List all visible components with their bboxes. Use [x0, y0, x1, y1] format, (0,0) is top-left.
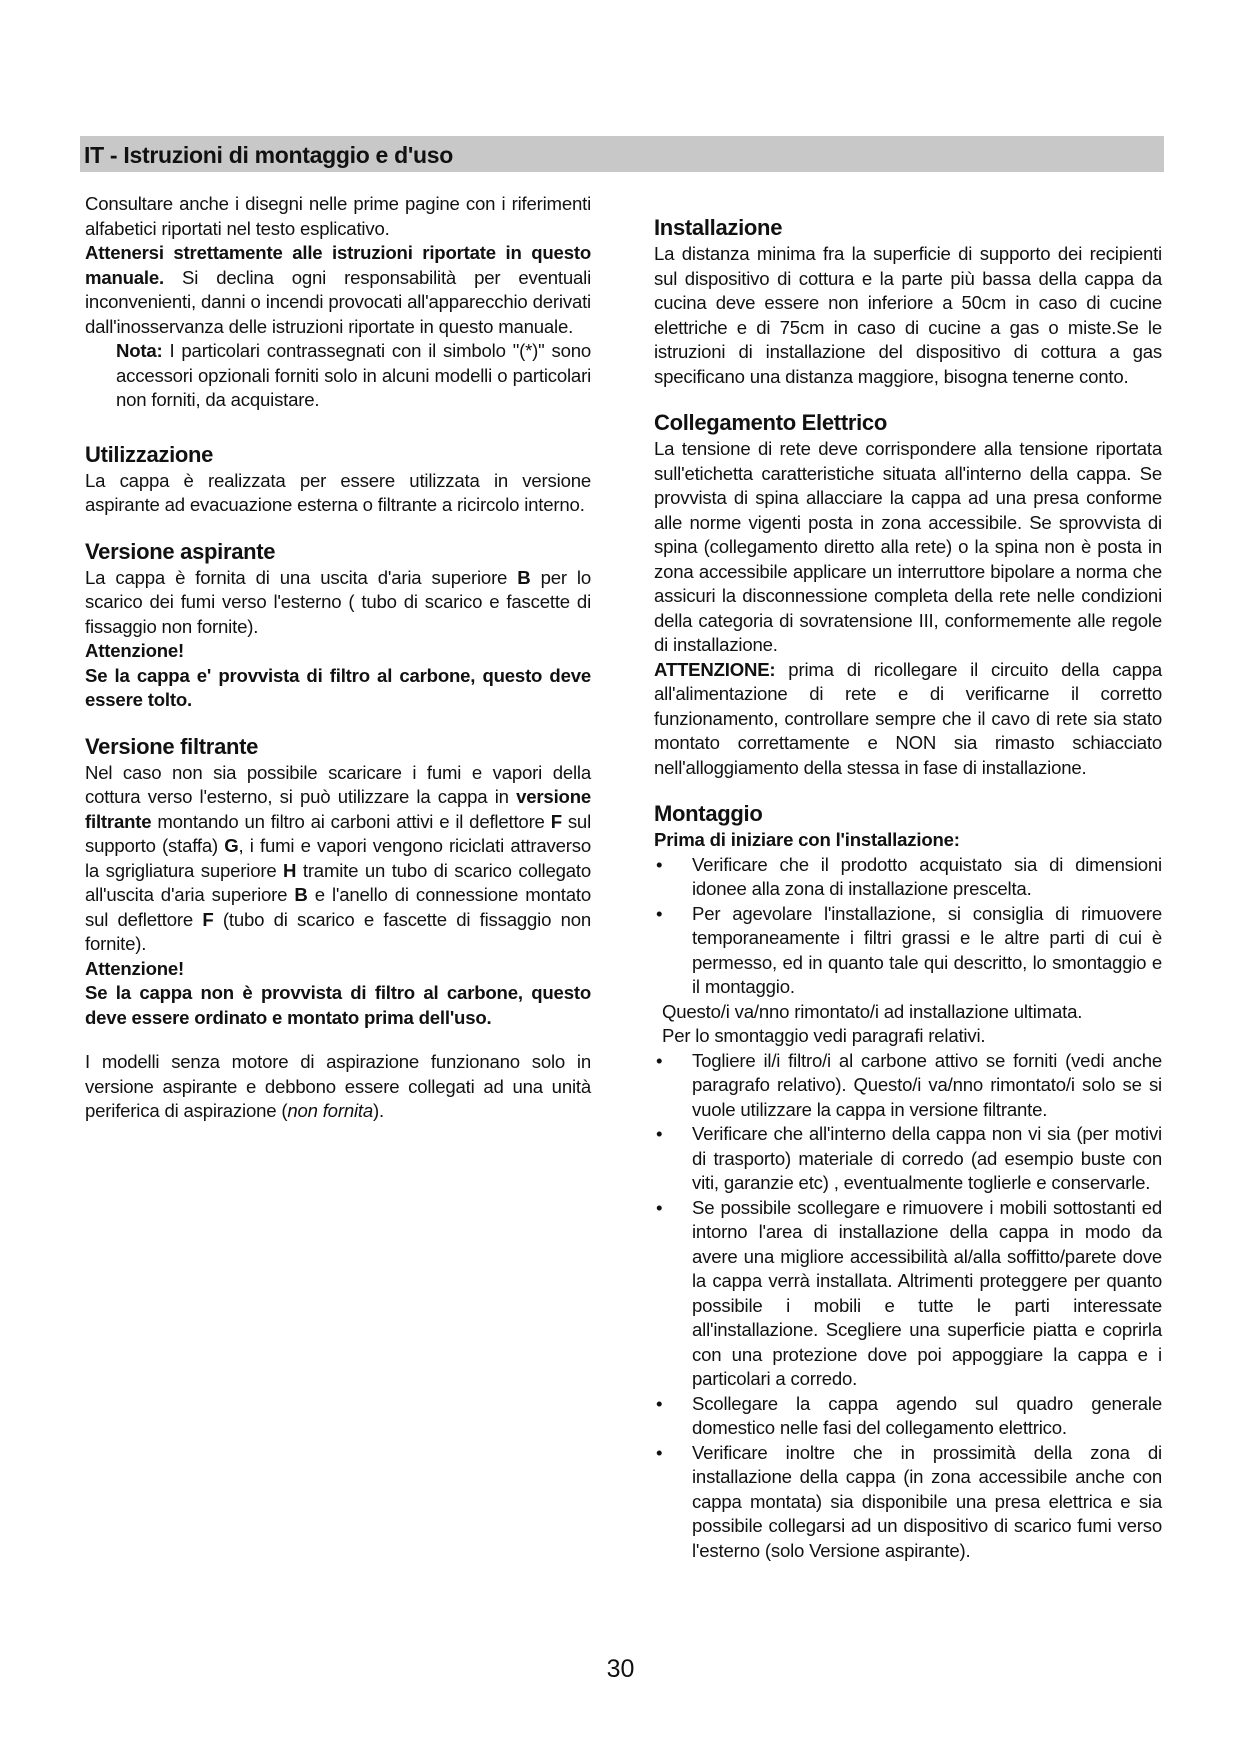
- installazione-text: La distanza minima fra la superficie di supporto dei recipienti sul dispositivo di cottura e la parte più bassa della cappa da cucina deve essere non inferiore a 50cm in caso di cucine elettriche e di 75cm in caso di cucine a gas o miste.Se le istruzioni di installazione del dispositivo di cottura a gas specificano una distanza maggiore, bisogna tenerne conto.: [654, 243, 1162, 387]
- versione-aspirante-heading: Versione aspirante: [85, 538, 276, 564]
- montaggio-list-b: [654, 1049, 1162, 1564]
- aspirante-warning-label: Attenzione!: [85, 640, 185, 661]
- filtrante-text-4: , i fumi e vapori vengono riciclati attraverso la sgrigliatura superiore: [85, 835, 591, 881]
- list-item: • Per agevolare l'installazione, si consiglia di rimuovere temporaneamente i filtri grassi e le altre parti di cui è permesso, ed in quanto tale qui descritto, lo smontaggio e il montaggio.: [654, 902, 1162, 1000]
- filtrante-ref-f-2: F: [202, 908, 214, 930]
- intro-text: Si declina ogni responsabilità per eventuali inconvenienti, danni o incendi provocati all'apparecchio derivati dall'inosservanza delle istruzioni riportate in questo manuale.: [85, 266, 591, 337]
- intro-bold-text: Attenersi strettamente alle istruzioni riportate in questo manuale.: [85, 242, 591, 288]
- list-item: • Verificare inoltre che in prossimità della zona di installazione della cappa (in zona accessibile anche con cappa montata) sia disponibile una presa elettrica e sia possibile collegarsi ad un dispositivo di scarico fumi verso l'esterno (solo Versione aspirante).: [654, 1441, 1162, 1564]
- aspirante-ref-b: B: [517, 566, 531, 588]
- left-column: [85, 192, 591, 1124]
- list-item: • Togliere il/i filtro/i al carbone attivo se forniti (vedi anche paragrafo relativo). Questo/i va/nno rimontato/i solo se si vuole utilizzare la cappa in versione filtrante.: [654, 1049, 1162, 1123]
- collegamento-elettrico-heading: Collegamento Elettrico: [654, 410, 887, 435]
- filtrante-text-5: tramite un tubo di scarico collegato all'uscita d'aria superiore: [85, 859, 591, 905]
- filtrante-text-2: montando un filtro ai carboni attivi e il deflettore: [151, 810, 551, 832]
- note-label: Nota:: [116, 340, 163, 361]
- filtrante-ref-f: F: [550, 810, 562, 832]
- utilizzazione-heading: Utilizzazione: [85, 441, 214, 467]
- intro-paragraph-2: [85, 241, 591, 339]
- senza-motore-italic: non fornita: [287, 1100, 373, 1121]
- list-item: • Verificare che il prodotto acquistato sia di dimensioni idonee alla zona di installazione prescelta.: [654, 853, 1162, 902]
- senza-motore-text-2: ).: [373, 1100, 384, 1121]
- section-header-bar: [80, 136, 1164, 172]
- filtrante-text-6: e l'anello di connessione montato sul deflettore: [85, 884, 591, 930]
- filtrante-ref-h: H: [283, 859, 297, 881]
- intro-paragraph-1: Consultare anche i disegni nelle prime pagine con i riferimenti alfabetici riportati nel testo esplicativo.: [85, 193, 591, 239]
- filtrante-text-1: Nel caso non sia possibile scaricare i fumi e vapori della cottura verso l'esterno, si può utilizzare la cappa in: [85, 761, 591, 807]
- collegamento-text: La tensione di rete deve corrispondere alla tensione riportata sull'etichetta caratteristiche situata all'interno della cappa. Se provvista di spina allacciare la cappa ad una presa conforme alle norme vigenti posta in zona accessibile. Se sprovvista di spina (collegamento diretto alla rete) o la spina non è posta in zona accessibile applicare un interruttore bipolare a norma che assicuri la disconnessione completa della rete nelle condizioni della categoria di sovratensione III, conformemente alle regole di installazione.: [654, 438, 1162, 655]
- filtrante-text-3: sul supporto (staffa): [85, 810, 592, 856]
- page-number: 30: [606, 1655, 635, 1683]
- montaggio-note-2: Per lo smontaggio vedi paragrafi relativi.: [662, 1025, 986, 1046]
- filtrante-ref-b: B: [294, 884, 308, 905]
- filtrante-warning-label: Attenzione!: [85, 957, 185, 979]
- filtrante-text-7: (tubo di scarico e fascette di fissaggio non fornite).: [85, 908, 591, 954]
- filtrante-warning-text: Se la cappa non è provvista di filtro al carbone, questo deve essere ordinato e montato prima dell'uso.: [85, 982, 591, 1028]
- versione-aspirante-text: [85, 566, 591, 640]
- senza-motore-text: [85, 1050, 591, 1124]
- utilizzazione-text: La cappa è realizzata per essere utilizzata in versione aspirante ad evacuazione esterna o filtrante a ricircolo interno.: [85, 469, 591, 515]
- list-item: • Se possibile scollegare e rimuovere i mobili sottostanti ed intorno l'area di installazione della cappa in modo da avere una migliore accessibilità al/alla soffitto/parete dove la cappa verrà installata. Altrimenti proteggere per quanto possibile i mobili e tutte le parti interessate all'installazione. Scegliere una superficie piatta e coprirla con una protezione dove poi appoggiare la cappa e i particolari a corredo.: [654, 1196, 1162, 1392]
- versione-filtrante-heading: Versione filtrante: [85, 733, 259, 759]
- collegamento-warning: [654, 658, 1162, 781]
- right-column: [654, 214, 1162, 1563]
- list-item: • Verificare che all'interno della cappa non vi sia (per motivi di trasporto) materiale di corredo (ad esempio buste con viti, garanzie etc) , eventualmente toglierle e conservarle.: [654, 1122, 1162, 1196]
- list-item: • Scollegare la cappa agendo sul quadro generale domestico nelle fasi del collegamento elettrico.: [654, 1392, 1162, 1441]
- installazione-heading: Installazione: [654, 215, 783, 240]
- versione-filtrante-text: [85, 761, 591, 957]
- montaggio-note-1: Questo/i va/nno rimontato/i ad installazione ultimata.: [662, 1000, 1083, 1022]
- filtrante-bold-versione: versione filtrante: [85, 786, 591, 832]
- aspirante-text-1: La cappa è fornita di una uscita d'aria superiore: [85, 566, 518, 588]
- senza-motore-text-1: I modelli senza motore di aspirazione funzionano solo in versione aspirante e debbono essere collegati ad una unità periferica di aspirazione (: [85, 1051, 591, 1121]
- filtrante-ref-g: G: [224, 835, 239, 856]
- aspirante-warning-text: Se la cappa e' provvista di filtro al carbone, questo deve essere tolto.: [85, 664, 591, 710]
- aspirante-text-2: per lo scarico dei fumi verso l'esterno ( tubo di scarico e fascette di fissaggio non fornite).: [85, 566, 592, 637]
- note-text: I particolari contrassegnati con il simbolo "(*)" sono accessori opzionali forniti solo in alcuni modelli o particolari non forniti, da acquistare.: [116, 340, 591, 410]
- collegamento-warning-text: prima di ricollegare il circuito della cappa all'alimentazione di rete e di verificarne il corretto funzionamento, controllare sempre che il cavo di rete sia stato montato correttamente e NON sia rimasto schiacciato nell'alloggiamento della stessa in fase di installazione.: [654, 658, 1162, 778]
- montaggio-heading: Montaggio: [654, 801, 763, 826]
- montaggio-subheading: Prima di iniziare con l'installazione:: [654, 829, 960, 850]
- montaggio-list-a: [654, 853, 1162, 1000]
- collegamento-warning-label: ATTENZIONE:: [654, 658, 776, 680]
- note-paragraph: [85, 339, 591, 413]
- page-title: IT - Istruzioni di montaggio e d'uso: [84, 142, 454, 168]
